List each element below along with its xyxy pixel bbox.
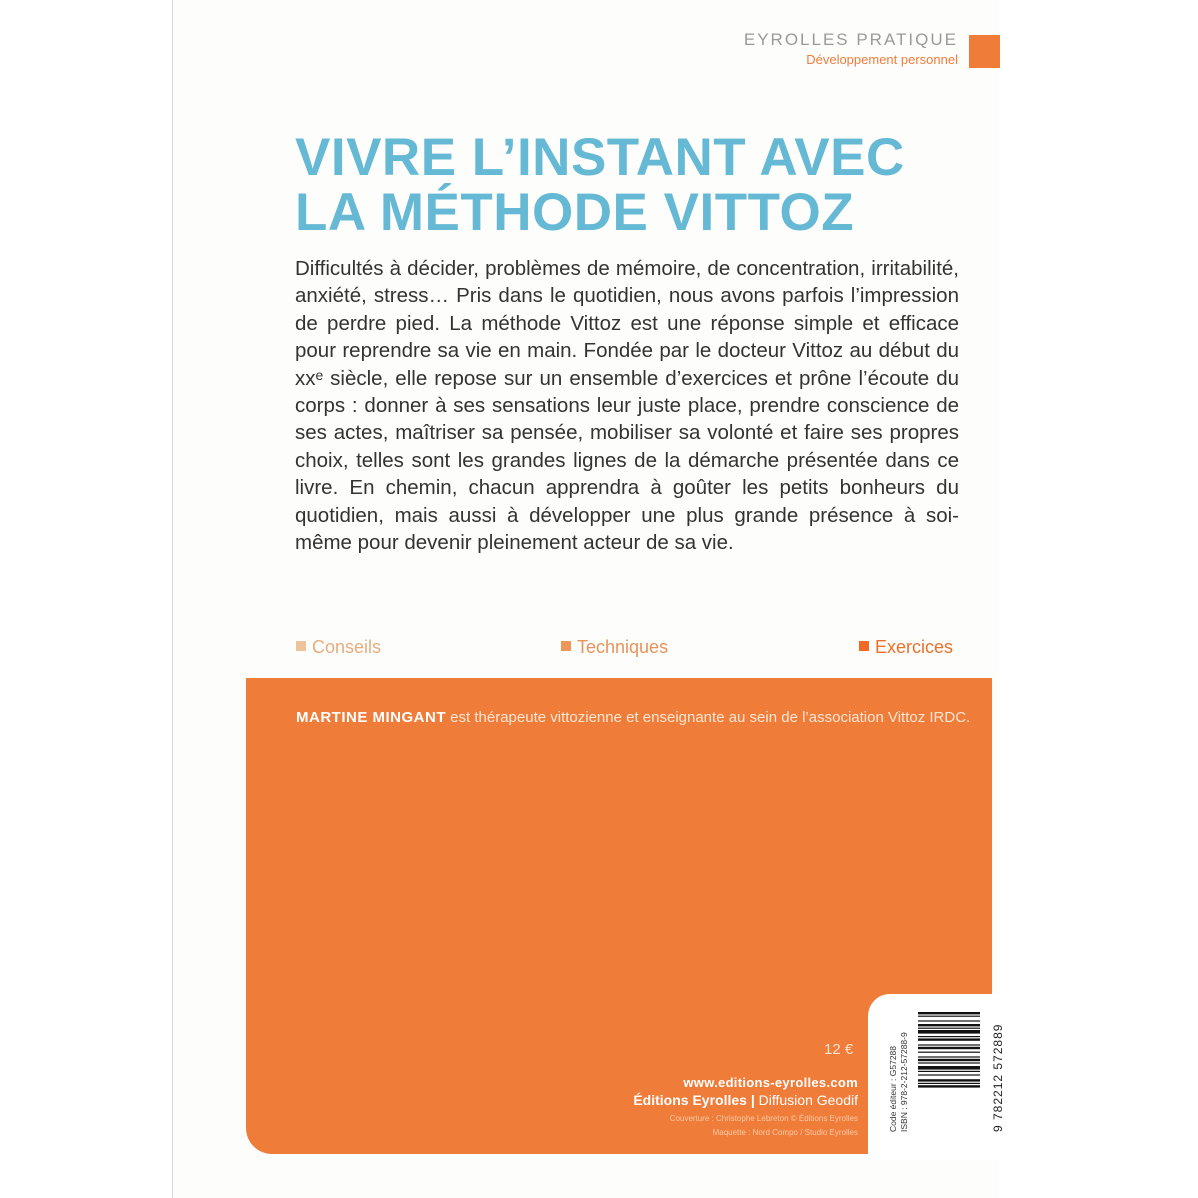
barcode-bar <box>918 1071 980 1072</box>
barcode-digits: 9 782212 572889 <box>991 1023 1005 1132</box>
series-block <box>744 30 958 67</box>
credits-line-1: Couverture : Christophe Lebreton © Éditions Eyrolles <box>669 1114 858 1123</box>
title-line-1: VIVRE L’INSTANT AVEC <box>295 128 905 187</box>
barcode-bar <box>918 1052 980 1053</box>
publisher-imprint <box>633 1075 858 1140</box>
barcode-bar <box>918 1079 980 1081</box>
tag-square-icon <box>296 641 306 651</box>
tag-square-icon <box>859 641 869 651</box>
book-title <box>295 130 905 240</box>
barcode-bar <box>918 1066 980 1070</box>
tag-label: Exercices <box>875 637 954 657</box>
publisher-line: Éditions Eyrolles | Diffusion Geodif <box>633 1092 858 1108</box>
tag-techniques <box>561 637 668 658</box>
barcode-bar <box>918 1028 980 1029</box>
author-name: MARTINE MINGANT <box>296 709 446 726</box>
barcode-bar <box>918 1016 980 1017</box>
publisher-code: Code éditeur : G57288 <box>888 1045 898 1132</box>
publisher-website: www.editions-eyrolles.com <box>683 1075 858 1090</box>
tag-label: Techniques <box>577 637 669 657</box>
barcode-bar <box>918 1062 980 1063</box>
barcode-icon <box>918 1012 980 1116</box>
barcode-bar <box>918 1030 980 1034</box>
isbn-info <box>888 1032 910 1132</box>
distributor-name: Diffusion Geodif <box>758 1092 858 1108</box>
barcode-bar <box>918 1047 980 1049</box>
isbn-number: ISBN : 978-2-212-57288-9 <box>899 1032 909 1132</box>
series-color-square <box>969 35 1000 68</box>
cover-credits <box>633 1112 858 1140</box>
series-name: EYROLLES PRATIQUE <box>743 30 958 49</box>
barcode-bar <box>918 1038 980 1040</box>
barcode-bar <box>918 1012 980 1014</box>
publisher-name: Éditions Eyrolles <box>633 1092 747 1108</box>
back-cover-blurb: Difficultés à décider, problèmes de mémoire, de concentration, irritabilité, anxiété, stress… Pris dans le quotidien, nous avons parfois l’impression de perdre pied. La méthode Vittoz est une réponse simple et efficace pour reprendre sa vie en main. Fondée par le docteur Vittoz au début du xxᵉ siècle, elle repose sur un ensemble d’exercices et prône l’écoute du corps : donner à ses sensations leur juste place, prendre conscience de ses actes, maîtriser sa pensée, mobiliser sa volonté et faire ses propres choix, telles sont les grandes lignes de la démarche présentée dans ce livre. En chemin, chacun apprendra à goûter les petits bonheurs du quotidien, mais aussi à développer une plus grande présence à soi-même pour devenir pleinement acteur de sa vie. <box>295 257 959 555</box>
barcode-bar <box>918 1059 980 1061</box>
barcode-bar <box>918 1074 980 1075</box>
barcode-bar <box>918 1036 980 1037</box>
credits-line-2: Maquette : Nord Compo / Studio Eyrolles <box>712 1128 858 1137</box>
barcode-bar <box>918 1024 980 1026</box>
barcode-bar <box>918 1044 980 1045</box>
title-line-2: LA MÉTHODE VITTOZ <box>295 183 855 242</box>
barcode-bar <box>918 1020 980 1021</box>
barcode-bar <box>918 1085 980 1087</box>
barcode-bar <box>918 1083 980 1084</box>
author-description: est thérapeute vittozienne et enseignante au sein de l’association Vittoz IRDC. <box>450 709 971 726</box>
tag-square-icon <box>561 641 571 651</box>
tag-label: Conseils <box>312 637 382 657</box>
price: 12 € <box>824 1041 854 1058</box>
tag-exercices <box>859 637 953 658</box>
author-bio <box>296 709 970 726</box>
tag-conseils <box>296 637 381 658</box>
barcode-bar <box>918 1056 980 1057</box>
series-subtitle: Développement personnel <box>806 52 958 67</box>
